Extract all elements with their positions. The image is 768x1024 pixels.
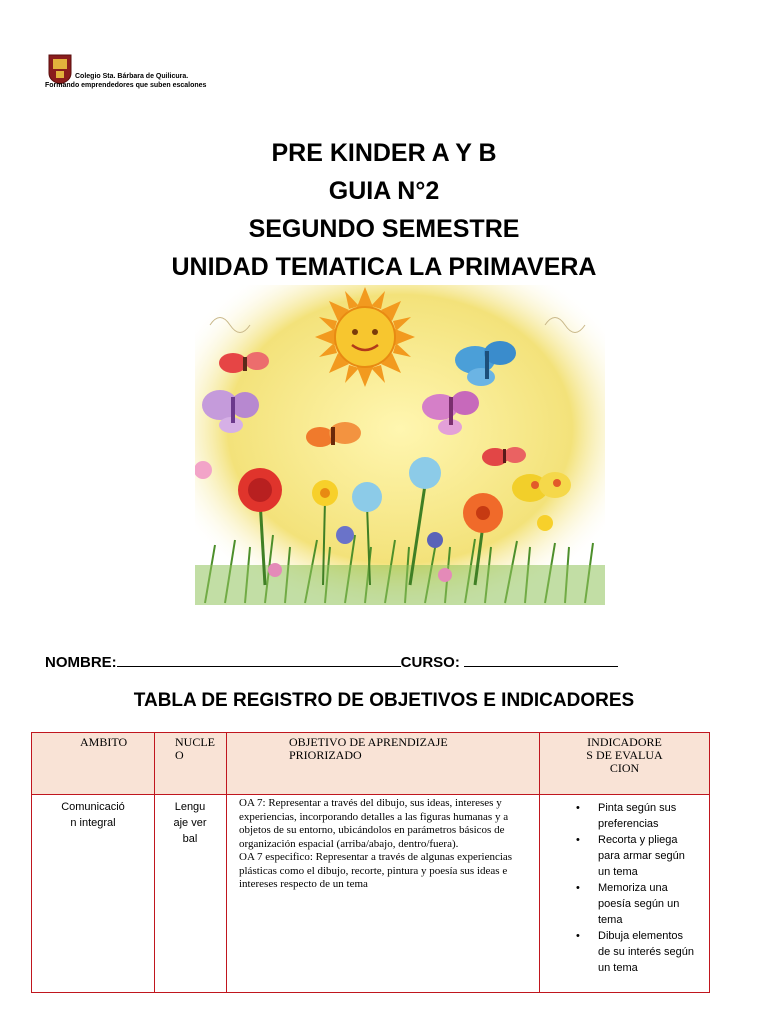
header-nucleo-text: NUCLEO [175, 735, 215, 762]
school-header [45, 53, 265, 93]
cell-ambito [32, 795, 155, 993]
cell-indicadores [540, 795, 710, 993]
school-crest-icon [47, 53, 73, 85]
student-info-line [45, 652, 618, 671]
objetivo-text: OA 7: Representar a través del dibujo, sus ideas, intereses y experiencias, incorporando detalles a las figuras humanas y a objetos de su entorno, ubicándolos en parámetros básicos de organización espacial (arriba/abajo, dentro/fuera). [239, 797, 509, 850]
school-name: Colegio Sta. Bárbara de Quilicura. [75, 73, 189, 80]
title-unit: UNIDAD TEMATICA LA PRIMAVERA [171, 253, 597, 281]
list-item: • Memoriza una poesía según un tema [598, 880, 698, 928]
header-objetivo-text: OBJETIVO DE APRENDIZAJE PRIORIZADO [289, 735, 448, 762]
header-indicadores [540, 733, 710, 795]
header-indicadores-text: INDICADORES DE EVALUACION [586, 735, 663, 775]
cell-nucleo-text: Lenguaje verbal [173, 801, 207, 845]
title-semester: SEGUNDO SEMESTRE [248, 215, 520, 243]
table-row [32, 795, 710, 993]
list-item: • Pinta según sus preferencias [598, 800, 698, 832]
header-objetivo [227, 733, 540, 795]
cell-ambito-text: Comunicación integral [61, 801, 125, 829]
sun-icon [315, 287, 415, 387]
nombre-label: NOMBRE: [45, 654, 117, 671]
cell-objetivo [227, 795, 540, 993]
title-level: PRE KINDER A Y B [271, 139, 497, 167]
curso-blank[interactable] [464, 652, 618, 667]
objetivo-especifico-text: OA 7 especifico: Representar a través de algunas experiencias plásticas como el dibujo, recorte, pintura y poesía sus ideas e intereses respecto de un tema [239, 851, 513, 890]
table-header-row [32, 733, 710, 795]
list-item: • Dibuja elementos de su interés según un tema [598, 928, 698, 976]
objectives-table [31, 732, 710, 993]
header-nucleo [155, 733, 227, 795]
title-guide-number: GUIA N°2 [328, 177, 440, 205]
indicadores-list [540, 800, 709, 976]
list-item: • Recorta y pliega para armar según un tema [598, 832, 698, 880]
nombre-blank[interactable] [117, 652, 401, 667]
cell-nucleo [155, 795, 227, 993]
school-motto: Formando emprendedores que suben escalones [45, 82, 207, 89]
table-title: TABLA DE REGISTRO DE OBJETIVOS E INDICADORES [133, 690, 635, 711]
header-ambito: AMBITO [32, 733, 155, 795]
curso-label: CURSO: [400, 654, 460, 671]
spring-illustration [195, 285, 605, 605]
